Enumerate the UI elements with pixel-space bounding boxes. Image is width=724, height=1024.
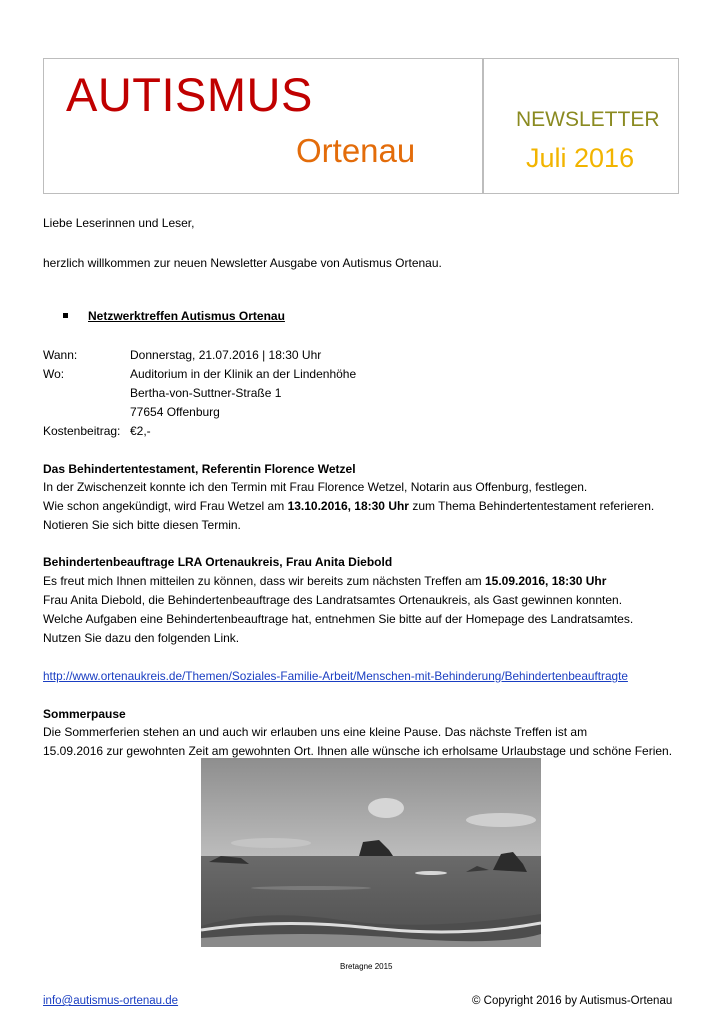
landratsamt-link[interactable]: http://www.ortenaukreis.de/Themen/Soziales-Familie-Arbeit/Menschen-mit-Behinderung/Behindertenbeauftragte (43, 669, 628, 683)
copyright-text: © Copyright 2016 by Autismus-Ortenau (472, 995, 673, 1007)
where-label: Wo: (43, 367, 65, 381)
welcome-text: herzlich willkommen zur neuen Newsletter Ausgabe von Autismus Ortenau. (43, 256, 442, 270)
testament-heading: Das Behindertentestament, Referentin Florence Wetzel (43, 462, 356, 476)
beauftragte-line3: Welche Aufgaben eine Behindertenbeauftrage hat, entnehmen Sie bitte auf der Homepage des Landratsamtes. (43, 612, 634, 626)
greeting: Liebe Leserinnen und Leser, (43, 216, 195, 230)
testament-line1: In der Zwischenzeit konnte ich den Termin mit Frau Florence Wetzel, Notarin aus Offenburg, festlegen. (43, 480, 588, 494)
cost-value: €2,- (130, 424, 151, 438)
brand-subtitle: Ortenau (296, 132, 416, 169)
issue-date: Juli 2016 (526, 143, 635, 173)
testament-line2: Wie schon angekündigt, wird Frau Wetzel am 13.10.2016, 18:30 Uhr zum Thema Behindertentestament referieren. (43, 499, 655, 513)
email-link[interactable]: info@autismus-ortenau.de (43, 995, 179, 1007)
brand-title: AUTISMUS (66, 68, 313, 121)
where-line3: 77654 Offenburg (130, 405, 220, 419)
meeting-title: Netzwerktreffen Autismus Ortenau (88, 309, 285, 323)
where-line1: Auditorium in der Klinik an der Lindenhöhe (130, 367, 357, 381)
beauftragte-heading: Behindertenbeauftrage LRA Ortenaukreis, Frau Anita Diebold (43, 555, 393, 569)
beauftragte-line1: Es freut mich Ihnen mitteilen zu können, dass wir bereits zum nächsten Treffen am 15.09.2016, 18:30 Uhr (43, 574, 607, 588)
beauftragte-line4: Nutzen Sie dazu den folgenden Link. (43, 631, 240, 645)
where-line2: Bertha-von-Suttner-Straße 1 (130, 386, 282, 400)
photo-caption: Bretagne 2015 (340, 962, 393, 971)
testament-line3: Notieren Sie sich bitte diesen Termin. (43, 518, 241, 532)
header-divider (482, 59, 484, 193)
bullet-icon (63, 313, 68, 318)
newsletter-label: NEWSLETTER (516, 108, 660, 131)
summer-line2: 15.09.2016 zur gewohnten Zeit am gewohnten Ort. Ihnen alle wünsche ich erholsame Urlaubstage und schöne Ferien. (43, 744, 673, 758)
cost-label: Kostenbeitrag: (43, 424, 121, 438)
when-value: Donnerstag, 21.07.2016 | 18:30 Uhr (130, 348, 322, 362)
beauftragte-line2: Frau Anita Diebold, die Behindertenbeauftrage des Landratsamtes Ortenaukreis, als Gast gewinnen konnten. (43, 593, 623, 607)
when-label: Wann: (43, 348, 78, 362)
newsletter-header (43, 58, 679, 194)
summer-line1: Die Sommerferien stehen an und auch wir erlauben uns eine kleine Pause. Das nächste Treffen ist am (43, 725, 588, 739)
summer-heading: Sommerpause (43, 707, 126, 721)
bretagne-photo (201, 758, 541, 947)
